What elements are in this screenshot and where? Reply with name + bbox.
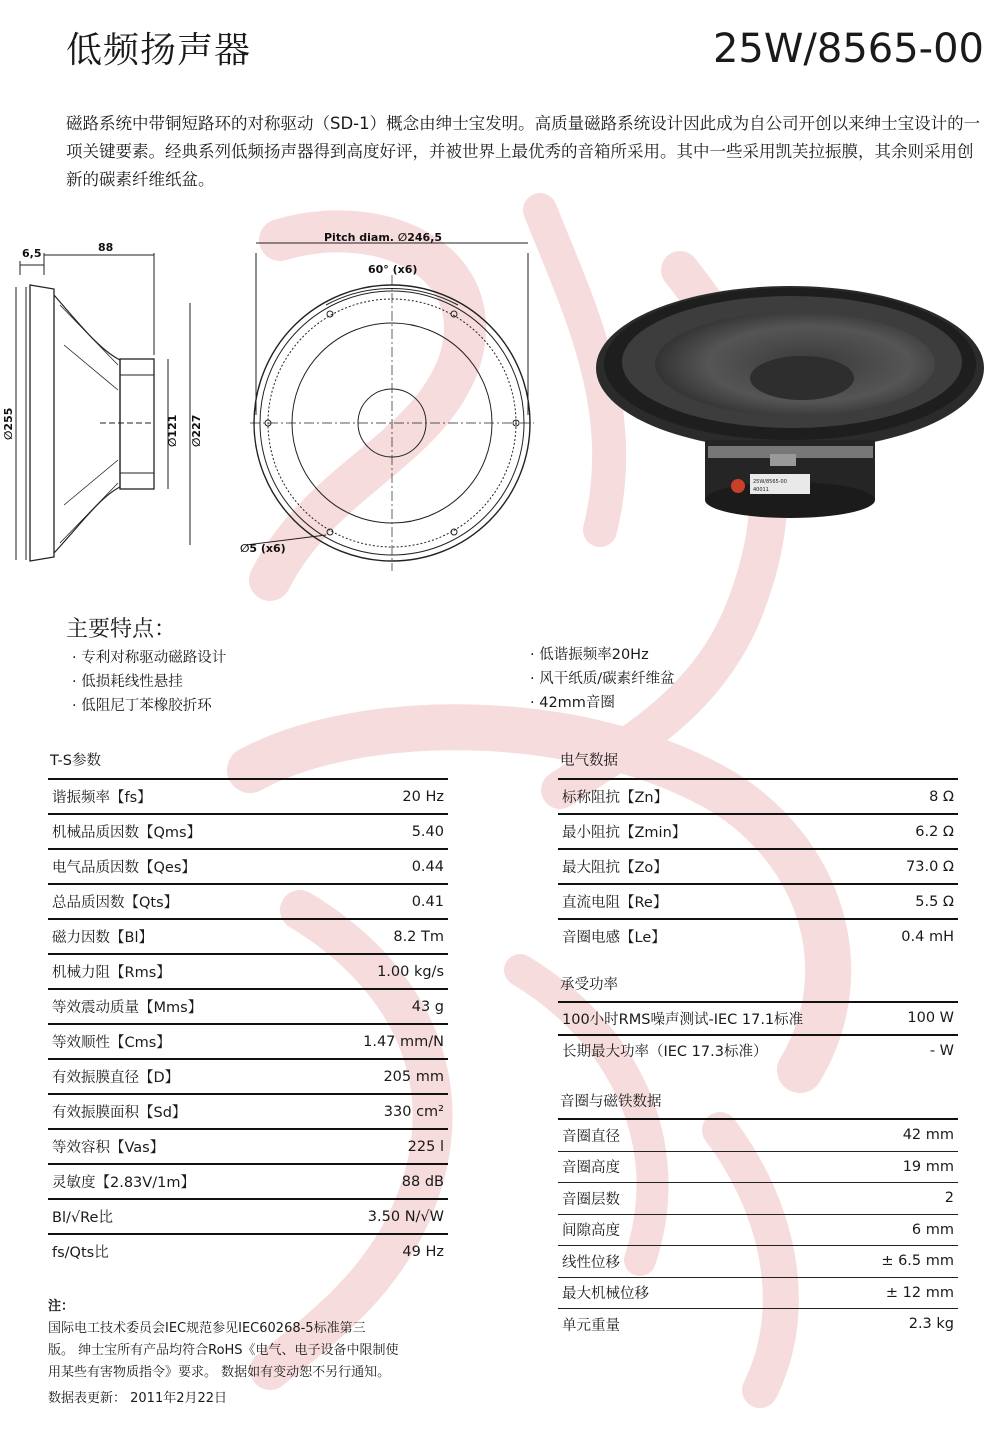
notes-title: 注： (48, 1299, 75, 1314)
table-row: 音圈直径 42 mm (558, 1120, 958, 1152)
feature-item: · 42mm音圈 (530, 695, 615, 711)
electrical-table-title: 电气数据 (558, 744, 958, 780)
feature-item: · 低损耗线性悬挂 (72, 674, 183, 690)
notes-section (48, 1296, 448, 1410)
table-row: 谐振频率【fs】 20 Hz (48, 780, 448, 815)
table-row: 标称阻抗【Zn】 8 Ω (558, 780, 958, 815)
photo-label-model: 25W/8565-00 (753, 479, 787, 485)
technical-drawing (0, 225, 560, 590)
dim-magnet-diameter: ∅121 (166, 414, 179, 447)
table-row: 最大阻抗【Zo】 73.0 Ω (558, 850, 958, 885)
table-row: 机械力阻【Rms】 1.00 kg/s (48, 955, 448, 990)
feature-item: · 风干纸质/碳素纤维盆 (530, 671, 675, 687)
datasheet-updated: 数据表更新： 2011年2月22日 (48, 1391, 228, 1406)
table-row: 最大机械位移 ± 12 mm (558, 1278, 958, 1310)
table-row: 间隙高度 6 mm (558, 1215, 958, 1247)
table-row: 最小阻抗【Zmin】 6.2 Ω (558, 815, 958, 850)
table-row: 音圈电感【Le】 0.4 mH (562, 928, 954, 946)
notes-line: 国际电工技术委员会IEC规范参见IEC60268-5标准第三 (48, 1321, 366, 1336)
table-row: 音圈高度 19 mm (558, 1152, 958, 1184)
coil-table-title: 音圈与磁铁数据 (558, 1076, 958, 1120)
power-table-title: 承受功率 (558, 959, 958, 1003)
table-row: 音圈层数 2 (558, 1183, 958, 1215)
dim-outer-diameter: ∅255 (2, 407, 15, 440)
notes-line: 用某些有害物质指令》要求。 数据如有变动恕不另行通知。 (48, 1365, 391, 1380)
ts-parameters-table (48, 744, 448, 1268)
feature-item: · 低谐振频率20Hz (530, 647, 649, 663)
intro-paragraph: 磁路系统中带铜短路环的对称驱动（SD-1）概念由绅士宝发明。高质量磁路系统设计因此成为自公司开创以来绅士宝设计的一项关键要素。经典系列低频扬声器得到高度好评，并被世界上最优秀的音箱所采用。其中一些采用凯芙拉振膜，其余则采用创新的碳素纤维纸盆。 (66, 114, 981, 189)
table-row: 电气品质因数【Qes】 0.44 (48, 850, 448, 885)
table-row: 灵敏度【2.83V/1m】 88 dB (48, 1165, 448, 1200)
feature-item: · 低阻尼丁苯橡胶折环 (72, 698, 212, 714)
features-list-left (72, 646, 226, 718)
table-row: 长期最大功率（IEC 17.3标准） - W (562, 1042, 954, 1061)
photo-label-code: 40011 (753, 487, 769, 493)
table-row: 等效顺性【Cms】 1.47 mm/N (48, 1025, 448, 1060)
table-row: 单元重量 2.3 kg (562, 1316, 954, 1334)
table-row: 等效震动质量【Mms】 43 g (48, 990, 448, 1025)
table-row: fs/Qts比 49 Hz (52, 1243, 444, 1261)
product-type-title: 低频扬声器 (66, 30, 252, 71)
table-row: 线性位移 ± 6.5 mm (558, 1246, 958, 1278)
features-list-right (530, 643, 675, 715)
table-row: 等效容积【Vas】 225 l (48, 1130, 448, 1165)
dim-pitch-diameter: Pitch diam. ∅246,5 (324, 231, 443, 244)
table-row: Bl/√Re比 3.50 N/√W (48, 1200, 448, 1235)
model-number: 25W/8565-00 (712, 26, 984, 72)
electrical-data-table (558, 744, 958, 1340)
table-row: 有效振膜直径【D】 205 mm (48, 1060, 448, 1095)
table-row: 有效振膜面积【Sd】 330 cm² (48, 1095, 448, 1130)
table-row: 磁力因数【Bl】 8.2 Tm (48, 920, 448, 955)
dim-flange-thickness: 6,5 (22, 247, 42, 260)
dim-angle: 60° (x6) (368, 263, 418, 276)
dim-cutout-diameter: ∅227 (190, 414, 203, 447)
table-row: 100小时RMS噪声测试-IEC 17.1标准 100 W (558, 1003, 958, 1036)
dim-holes: ∅5 (x6) (240, 542, 286, 555)
table-row: 总品质因数【Qts】 0.41 (48, 885, 448, 920)
features-title: 主要特点： (66, 617, 177, 642)
feature-item: · 专利对称驱动磁路设计 (72, 650, 227, 666)
table-row: 机械品质因数【Qms】 5.40 (48, 815, 448, 850)
notes-line: 版。 绅士宝所有产品均符合RoHS《电气、电子设备中限制使 (48, 1343, 399, 1358)
speaker-photo (590, 250, 995, 540)
dim-depth: 88 (98, 241, 114, 254)
ts-table-title: T-S参数 (48, 744, 448, 780)
table-row: 直流电阻【Re】 5.5 Ω (558, 885, 958, 920)
